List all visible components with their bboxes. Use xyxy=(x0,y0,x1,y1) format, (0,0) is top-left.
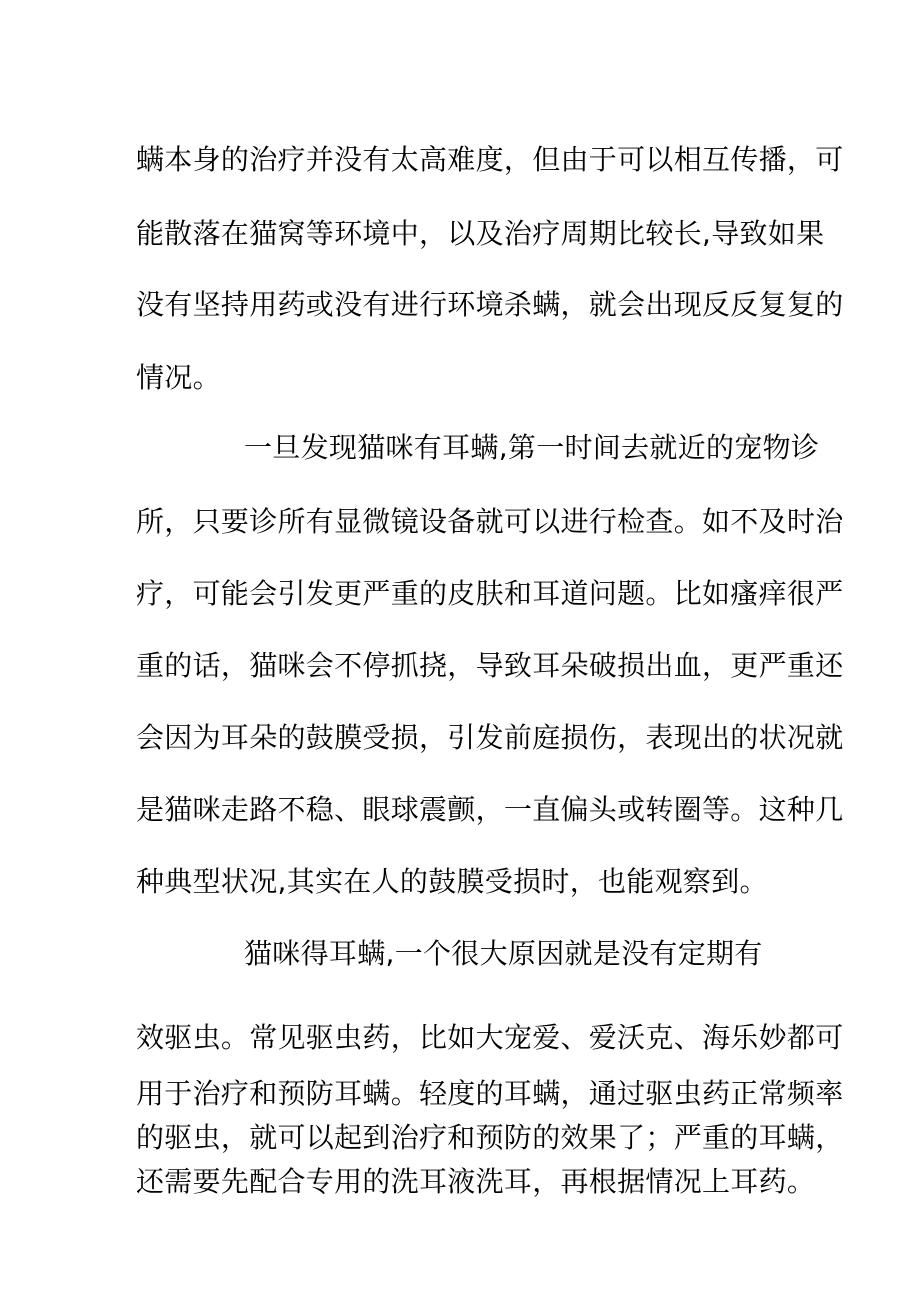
text-line: 是猫咪走路不稳、眼球震颤，一直偏头或转圈等。这种几 xyxy=(136,793,844,826)
text-line: 没有坚持用药或没有进行环境杀螨，就会出现反反复复的 xyxy=(136,288,844,321)
text-line: 重的话，猫咪会不停抓挠，导致耳朵破损出血，更严重还 xyxy=(136,649,844,682)
text-line: 情况。 xyxy=(136,361,221,394)
text-line: 还需要先配合专用的洗耳液洗耳，再根据情况上耳药。 xyxy=(136,1165,816,1198)
text-line: 种典型状况,其实在人的鼓膜受损时，也能观察到。 xyxy=(136,865,768,898)
text-line: 疗，可能会引发更严重的皮肤和耳道问题。比如瘙痒很严 xyxy=(136,577,844,610)
text-line: 的驱虫，就可以起到治疗和预防的效果了；严重的耳螨， xyxy=(136,1121,844,1154)
text-line: 能散落在猫窝等环境中，以及治疗周期比较长,导致如果 xyxy=(136,217,825,250)
text-line: 用于治疗和预防耳螨。轻度的耳螨，通过驱虫药正常频率 xyxy=(136,1077,844,1110)
text-line: 一旦发现猫咪有耳螨,第一时间去就近的宠物诊 xyxy=(244,431,820,464)
text-line: 所，只要诊所有显微镜设备就可以进行检查。如不及时治 xyxy=(136,505,844,538)
text-line: 效驱虫。常见驱虫药，比如大宠爱、爱沃克、海乐妙都可 xyxy=(136,1021,844,1054)
text-line: 螨本身的治疗并没有太高难度，但由于可以相互传播，可 xyxy=(136,143,844,176)
text-line: 会因为耳朵的鼓膜受损，引发前庭损伤，表现出的状况就 xyxy=(136,721,844,754)
text-line: 猫咪得耳螨,一个很大原因就是没有定期有 xyxy=(244,937,763,970)
